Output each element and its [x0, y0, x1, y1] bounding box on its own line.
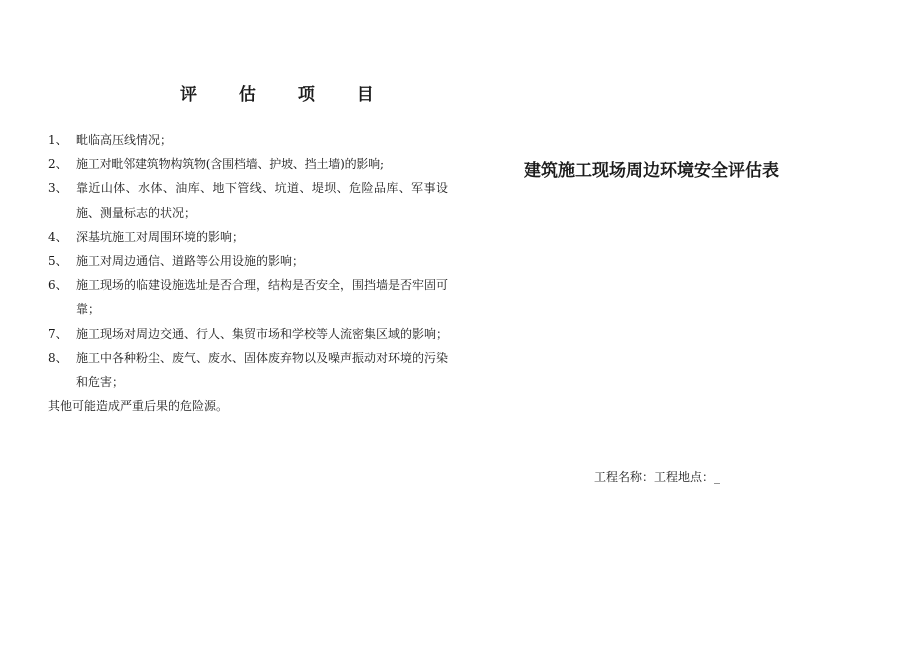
- item-text: 施工对周边通信、道路等公用设施的影响；: [76, 254, 305, 269]
- item-number: 7、: [48, 326, 68, 341]
- item-text: 施工中各种粉尘、废气、废水、固体废弃物以及噪声振动对环境的污染和危害；: [76, 350, 449, 390]
- list-item: [48, 249, 448, 273]
- item-number: 2、: [48, 157, 68, 172]
- document-title: 建筑施工现场周边环境安全评估表: [524, 161, 779, 181]
- list-item: [48, 273, 448, 321]
- list-item-other: [48, 394, 448, 418]
- item-text: 施工对毗邻建筑物构筑物(含围档墙、护坡、挡土墙)的影响;: [76, 157, 384, 172]
- section-heading: 评 估 项 目: [180, 85, 392, 105]
- other-hazards-text: 其他可能造成严重后果的危险源。: [48, 399, 229, 414]
- item-text: 施工现场对周边交通、行人、集贸市场和学校等人流密集区域的影响；: [76, 326, 449, 341]
- item-text: 深基坑施工对周围环境的影响；: [76, 229, 245, 244]
- item-text: 施工现场的临建设施选址是否合理，结构是否安全，围挡墙是否牢固可靠；: [76, 278, 449, 317]
- list-item: [48, 346, 448, 394]
- list-item: [48, 152, 448, 176]
- item-number: 4、: [48, 229, 68, 244]
- list-item: [48, 128, 448, 152]
- list-item: [48, 176, 448, 224]
- list-item: [48, 225, 448, 249]
- assessment-item-list: [48, 128, 448, 418]
- item-number: 6、: [48, 278, 68, 293]
- project-info-line: 工程名称：工程地点：_: [594, 470, 721, 484]
- item-number: 1、: [48, 133, 68, 147]
- list-item: [48, 322, 448, 346]
- item-text: 靠近山体、水体、油库、地下管线、坑道、堤坝、危险品库、军事设施、测量标志的状况；: [76, 181, 448, 220]
- item-text: 毗临高压线情况；: [76, 133, 173, 147]
- item-number: 5、: [48, 254, 68, 269]
- item-number: 3、: [48, 181, 68, 196]
- item-number: 8、: [48, 350, 68, 365]
